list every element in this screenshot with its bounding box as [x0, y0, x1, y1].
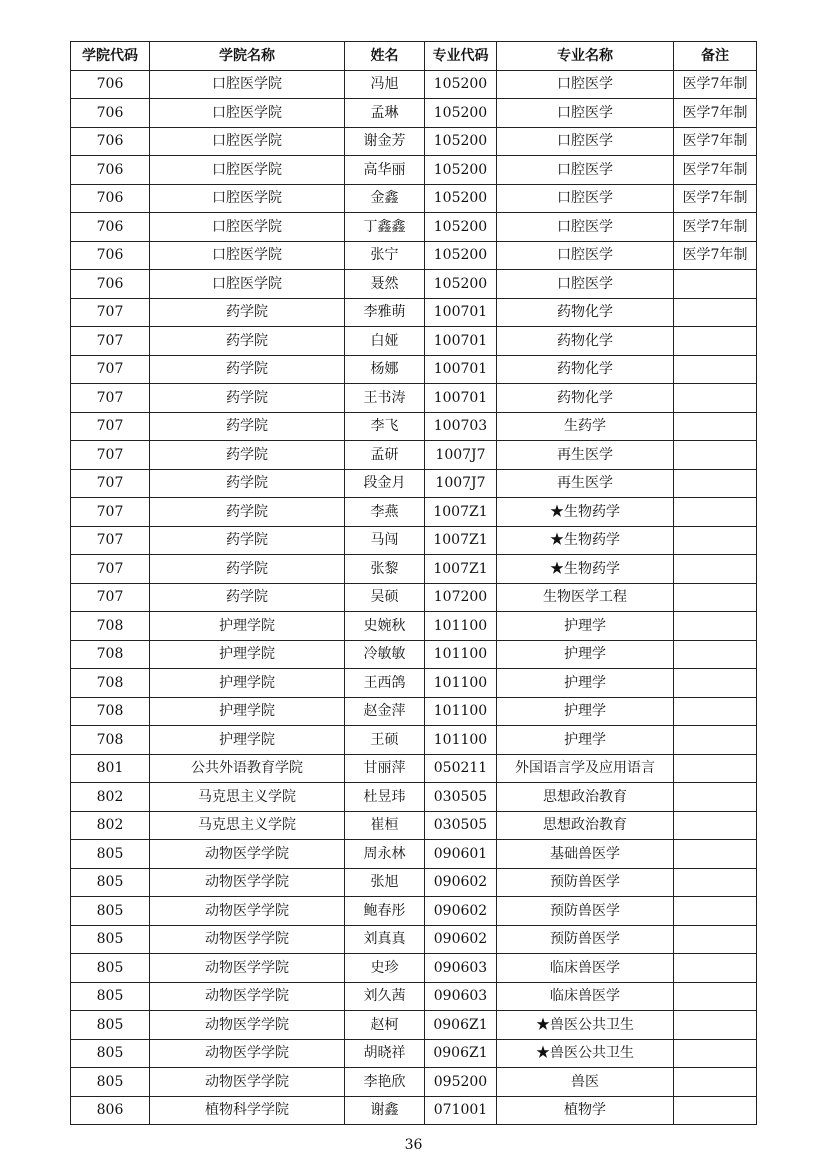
- major-code-cell: 1007J7: [425, 441, 497, 470]
- college-code-cell: 707: [71, 583, 150, 612]
- student-name-cell: 张宁: [345, 241, 425, 270]
- student-name-cell: 鲍春彤: [345, 897, 425, 926]
- table-row: [71, 184, 757, 213]
- table-row: [71, 213, 757, 242]
- student-name-cell: 胡晓祥: [345, 1039, 425, 1068]
- college-code-cell: 805: [71, 897, 150, 926]
- major-code-cell: 090603: [425, 982, 497, 1011]
- college-name-cell: 口腔医学院: [150, 99, 345, 128]
- college-name-cell: 护理学院: [150, 697, 345, 726]
- remarks-cell: 医学7年制: [674, 213, 757, 242]
- student-name-cell: 王硕: [345, 726, 425, 755]
- college-code-cell: 706: [71, 184, 150, 213]
- college-name-cell: 药学院: [150, 298, 345, 327]
- major-code-cell: 101100: [425, 640, 497, 669]
- college-code-cell: 708: [71, 640, 150, 669]
- table-header-row: [71, 42, 757, 71]
- table-row: [71, 840, 757, 869]
- remarks-cell: [674, 783, 757, 812]
- major-name-cell: 口腔医学: [497, 213, 674, 242]
- table-body: [71, 70, 757, 1125]
- major-code-cell: 105200: [425, 270, 497, 299]
- student-name-cell: 丁鑫鑫: [345, 213, 425, 242]
- student-name-cell: 杜昱玮: [345, 783, 425, 812]
- college-code-cell: 805: [71, 1068, 150, 1097]
- college-code-cell: 805: [71, 954, 150, 983]
- header-major-name: 专业名称: [497, 42, 674, 71]
- major-code-cell: 100701: [425, 384, 497, 413]
- table-row: [71, 811, 757, 840]
- header-major-code: 专业代码: [425, 42, 497, 71]
- college-name-cell: 药学院: [150, 327, 345, 356]
- major-name-cell: 兽医: [497, 1068, 674, 1097]
- major-name-cell: 口腔医学: [497, 156, 674, 185]
- student-name-cell: 吴硕: [345, 583, 425, 612]
- college-code-cell: 805: [71, 982, 150, 1011]
- table-row: [71, 526, 757, 555]
- major-code-cell: 105200: [425, 213, 497, 242]
- college-name-cell: 动物医学学院: [150, 897, 345, 926]
- remarks-cell: [674, 897, 757, 926]
- student-name-cell: 赵金萍: [345, 697, 425, 726]
- table-row: [71, 868, 757, 897]
- college-code-cell: 707: [71, 555, 150, 584]
- remarks-cell: [674, 298, 757, 327]
- major-code-cell: 101100: [425, 669, 497, 698]
- table-row: [71, 669, 757, 698]
- remarks-cell: [674, 1011, 757, 1040]
- table-row: [71, 954, 757, 983]
- college-code-cell: 805: [71, 1011, 150, 1040]
- major-code-cell: 1007Z1: [425, 526, 497, 555]
- college-name-cell: 护理学院: [150, 669, 345, 698]
- student-name-cell: 白娅: [345, 327, 425, 356]
- table-row: [71, 897, 757, 926]
- college-name-cell: 药学院: [150, 555, 345, 584]
- major-code-cell: 030505: [425, 783, 497, 812]
- header-remarks: 备注: [674, 42, 757, 71]
- major-name-cell: 生物医学工程: [497, 583, 674, 612]
- remarks-cell: [674, 754, 757, 783]
- college-name-cell: 动物医学学院: [150, 954, 345, 983]
- college-code-cell: 706: [71, 70, 150, 99]
- table-row: [71, 156, 757, 185]
- remarks-cell: [674, 640, 757, 669]
- college-code-cell: 708: [71, 726, 150, 755]
- college-code-cell: 707: [71, 412, 150, 441]
- major-code-cell: 100701: [425, 327, 497, 356]
- college-code-cell: 805: [71, 1039, 150, 1068]
- remarks-cell: [674, 669, 757, 698]
- remarks-cell: 医学7年制: [674, 99, 757, 128]
- page-number: 36: [404, 1137, 423, 1153]
- college-code-cell: 707: [71, 441, 150, 470]
- college-code-cell: 805: [71, 868, 150, 897]
- college-code-cell: 802: [71, 811, 150, 840]
- student-name-cell: 谢鑫: [345, 1096, 425, 1125]
- college-code-cell: 805: [71, 840, 150, 869]
- table-row: [71, 555, 757, 584]
- remarks-cell: [674, 1096, 757, 1125]
- major-name-cell: ★生物药学: [497, 555, 674, 584]
- major-code-cell: 100701: [425, 355, 497, 384]
- college-code-cell: 802: [71, 783, 150, 812]
- college-name-cell: 药学院: [150, 355, 345, 384]
- student-name-cell: 冯旭: [345, 70, 425, 99]
- college-code-cell: 706: [71, 213, 150, 242]
- table-row: [71, 612, 757, 641]
- remarks-cell: [674, 469, 757, 498]
- remarks-cell: [674, 270, 757, 299]
- college-code-cell: 708: [71, 669, 150, 698]
- student-name-cell: 甘丽萍: [345, 754, 425, 783]
- college-name-cell: 口腔医学院: [150, 127, 345, 156]
- college-name-cell: 口腔医学院: [150, 70, 345, 99]
- major-name-cell: 外国语言学及应用语言: [497, 754, 674, 783]
- remarks-cell: 医学7年制: [674, 70, 757, 99]
- college-name-cell: 动物医学学院: [150, 925, 345, 954]
- major-code-cell: 1007Z1: [425, 498, 497, 527]
- remarks-cell: [674, 498, 757, 527]
- roster-table: [70, 41, 757, 1125]
- college-code-cell: 707: [71, 526, 150, 555]
- major-code-cell: 105200: [425, 156, 497, 185]
- major-name-cell: 护理学: [497, 697, 674, 726]
- college-code-cell: 706: [71, 241, 150, 270]
- major-code-cell: 101100: [425, 612, 497, 641]
- major-name-cell: 思想政治教育: [497, 783, 674, 812]
- major-code-cell: 030505: [425, 811, 497, 840]
- table-row: [71, 412, 757, 441]
- student-name-cell: 高华丽: [345, 156, 425, 185]
- college-code-cell: 805: [71, 925, 150, 954]
- college-name-cell: 护理学院: [150, 726, 345, 755]
- remarks-cell: [674, 612, 757, 641]
- major-name-cell: 护理学: [497, 640, 674, 669]
- major-code-cell: 090601: [425, 840, 497, 869]
- major-code-cell: 090602: [425, 868, 497, 897]
- major-name-cell: 口腔医学: [497, 99, 674, 128]
- remarks-cell: [674, 327, 757, 356]
- remarks-cell: [674, 583, 757, 612]
- college-name-cell: 药学院: [150, 441, 345, 470]
- major-name-cell: 口腔医学: [497, 270, 674, 299]
- remarks-cell: [674, 868, 757, 897]
- student-name-cell: 段金月: [345, 469, 425, 498]
- major-code-cell: 0906Z1: [425, 1011, 497, 1040]
- student-name-cell: 谢金芳: [345, 127, 425, 156]
- college-code-cell: 707: [71, 469, 150, 498]
- table-row: [71, 1096, 757, 1125]
- major-code-cell: 107200: [425, 583, 497, 612]
- table-row: [71, 754, 757, 783]
- header-college-code: 学院代码: [71, 42, 150, 71]
- student-name-cell: 孟琳: [345, 99, 425, 128]
- major-name-cell: 基础兽医学: [497, 840, 674, 869]
- major-name-cell: ★兽医公共卫生: [497, 1039, 674, 1068]
- college-name-cell: 动物医学学院: [150, 982, 345, 1011]
- table-row: [71, 1039, 757, 1068]
- major-name-cell: 思想政治教育: [497, 811, 674, 840]
- major-code-cell: 105200: [425, 184, 497, 213]
- major-name-cell: 护理学: [497, 612, 674, 641]
- major-code-cell: 1007Z1: [425, 555, 497, 584]
- major-name-cell: 预防兽医学: [497, 897, 674, 926]
- table-row: [71, 70, 757, 99]
- remarks-cell: [674, 1039, 757, 1068]
- college-code-cell: 706: [71, 99, 150, 128]
- remarks-cell: 医学7年制: [674, 156, 757, 185]
- header-college-name: 学院名称: [150, 42, 345, 71]
- table-row: [71, 982, 757, 1011]
- table-row: [71, 384, 757, 413]
- college-name-cell: 口腔医学院: [150, 156, 345, 185]
- major-code-cell: 090603: [425, 954, 497, 983]
- student-name-cell: 冷敏敏: [345, 640, 425, 669]
- table-row: [71, 99, 757, 128]
- major-name-cell: 药物化学: [497, 298, 674, 327]
- student-name-cell: 杨娜: [345, 355, 425, 384]
- college-name-cell: 公共外语教育学院: [150, 754, 345, 783]
- table-row: [71, 355, 757, 384]
- major-code-cell: 0906Z1: [425, 1039, 497, 1068]
- table-row: [71, 640, 757, 669]
- remarks-cell: [674, 982, 757, 1011]
- college-name-cell: 马克思主义学院: [150, 783, 345, 812]
- remarks-cell: [674, 697, 757, 726]
- major-name-cell: 药物化学: [497, 355, 674, 384]
- student-name-cell: 刘真真: [345, 925, 425, 954]
- college-name-cell: 动物医学学院: [150, 1011, 345, 1040]
- college-name-cell: 马克思主义学院: [150, 811, 345, 840]
- major-name-cell: 再生医学: [497, 441, 674, 470]
- student-name-cell: 张旭: [345, 868, 425, 897]
- major-name-cell: 口腔医学: [497, 241, 674, 270]
- header-student-name: 姓名: [345, 42, 425, 71]
- student-name-cell: 赵柯: [345, 1011, 425, 1040]
- college-name-cell: 动物医学学院: [150, 1039, 345, 1068]
- table-row: [71, 925, 757, 954]
- college-code-cell: 707: [71, 298, 150, 327]
- student-name-cell: 孟研: [345, 441, 425, 470]
- student-name-cell: 周永林: [345, 840, 425, 869]
- student-name-cell: 聂然: [345, 270, 425, 299]
- student-name-cell: 马闯: [345, 526, 425, 555]
- student-name-cell: 李艳欣: [345, 1068, 425, 1097]
- remarks-cell: [674, 412, 757, 441]
- college-code-cell: 706: [71, 156, 150, 185]
- major-name-cell: 预防兽医学: [497, 868, 674, 897]
- college-code-cell: 707: [71, 327, 150, 356]
- major-name-cell: 植物学: [497, 1096, 674, 1125]
- college-name-cell: 药学院: [150, 583, 345, 612]
- college-name-cell: 动物医学学院: [150, 1068, 345, 1097]
- major-code-cell: 1007J7: [425, 469, 497, 498]
- remarks-cell: 医学7年制: [674, 184, 757, 213]
- student-name-cell: 李燕: [345, 498, 425, 527]
- college-code-cell: 706: [71, 127, 150, 156]
- college-code-cell: 707: [71, 355, 150, 384]
- student-name-cell: 王西鸽: [345, 669, 425, 698]
- table-row: [71, 498, 757, 527]
- remarks-cell: [674, 526, 757, 555]
- table-row: [71, 726, 757, 755]
- major-code-cell: 095200: [425, 1068, 497, 1097]
- college-code-cell: 801: [71, 754, 150, 783]
- college-code-cell: 707: [71, 498, 150, 527]
- student-name-cell: 李飞: [345, 412, 425, 441]
- college-name-cell: 药学院: [150, 526, 345, 555]
- table-row: [71, 441, 757, 470]
- major-name-cell: 生药学: [497, 412, 674, 441]
- remarks-cell: [674, 840, 757, 869]
- major-code-cell: 090602: [425, 925, 497, 954]
- table-row: [71, 1068, 757, 1097]
- remarks-cell: [674, 954, 757, 983]
- college-name-cell: 护理学院: [150, 640, 345, 669]
- college-code-cell: 707: [71, 384, 150, 413]
- student-name-cell: 刘久茜: [345, 982, 425, 1011]
- major-name-cell: ★兽医公共卫生: [497, 1011, 674, 1040]
- college-name-cell: 口腔医学院: [150, 241, 345, 270]
- major-code-cell: 105200: [425, 99, 497, 128]
- college-code-cell: 806: [71, 1096, 150, 1125]
- remarks-cell: 医学7年制: [674, 127, 757, 156]
- remarks-cell: [674, 811, 757, 840]
- table-row: [71, 783, 757, 812]
- college-name-cell: 植物科学学院: [150, 1096, 345, 1125]
- remarks-cell: [674, 555, 757, 584]
- college-code-cell: 708: [71, 697, 150, 726]
- major-code-cell: 090602: [425, 897, 497, 926]
- major-code-cell: 050211: [425, 754, 497, 783]
- college-name-cell: 动物医学学院: [150, 868, 345, 897]
- table-row: [71, 469, 757, 498]
- college-name-cell: 药学院: [150, 498, 345, 527]
- major-name-cell: 药物化学: [497, 327, 674, 356]
- college-name-cell: 护理学院: [150, 612, 345, 641]
- table-row: [71, 327, 757, 356]
- major-name-cell: 护理学: [497, 726, 674, 755]
- major-name-cell: 临床兽医学: [497, 982, 674, 1011]
- major-code-cell: 100703: [425, 412, 497, 441]
- college-name-cell: 口腔医学院: [150, 213, 345, 242]
- student-name-cell: 李雅萌: [345, 298, 425, 327]
- major-code-cell: 105200: [425, 241, 497, 270]
- table-row: [71, 270, 757, 299]
- table-row: [71, 583, 757, 612]
- student-name-cell: 史婉秋: [345, 612, 425, 641]
- major-code-cell: 101100: [425, 697, 497, 726]
- remarks-cell: [674, 355, 757, 384]
- table-row: [71, 1011, 757, 1040]
- college-name-cell: 口腔医学院: [150, 270, 345, 299]
- major-name-cell: 药物化学: [497, 384, 674, 413]
- college-code-cell: 708: [71, 612, 150, 641]
- student-name-cell: 金鑫: [345, 184, 425, 213]
- remarks-cell: [674, 441, 757, 470]
- college-code-cell: 706: [71, 270, 150, 299]
- major-code-cell: 105200: [425, 127, 497, 156]
- college-name-cell: 口腔医学院: [150, 184, 345, 213]
- remarks-cell: [674, 925, 757, 954]
- major-name-cell: 护理学: [497, 669, 674, 698]
- major-code-cell: 071001: [425, 1096, 497, 1125]
- remarks-cell: [674, 1068, 757, 1097]
- table-row: [71, 241, 757, 270]
- student-name-cell: 王书涛: [345, 384, 425, 413]
- major-name-cell: 口腔医学: [497, 127, 674, 156]
- major-name-cell: 口腔医学: [497, 70, 674, 99]
- college-name-cell: 动物医学学院: [150, 840, 345, 869]
- table-row: [71, 127, 757, 156]
- major-name-cell: 临床兽医学: [497, 954, 674, 983]
- table-row: [71, 298, 757, 327]
- major-name-cell: ★生物药学: [497, 498, 674, 527]
- remarks-cell: 医学7年制: [674, 241, 757, 270]
- major-code-cell: 105200: [425, 70, 497, 99]
- major-name-cell: 口腔医学: [497, 184, 674, 213]
- major-name-cell: 再生医学: [497, 469, 674, 498]
- major-name-cell: ★生物药学: [497, 526, 674, 555]
- college-name-cell: 药学院: [150, 412, 345, 441]
- major-name-cell: 预防兽医学: [497, 925, 674, 954]
- table-row: [71, 697, 757, 726]
- student-name-cell: 张黎: [345, 555, 425, 584]
- major-code-cell: 100701: [425, 298, 497, 327]
- college-name-cell: 药学院: [150, 469, 345, 498]
- remarks-cell: [674, 726, 757, 755]
- student-name-cell: 史珍: [345, 954, 425, 983]
- major-code-cell: 101100: [425, 726, 497, 755]
- remarks-cell: [674, 384, 757, 413]
- college-name-cell: 药学院: [150, 384, 345, 413]
- student-name-cell: 崔桓: [345, 811, 425, 840]
